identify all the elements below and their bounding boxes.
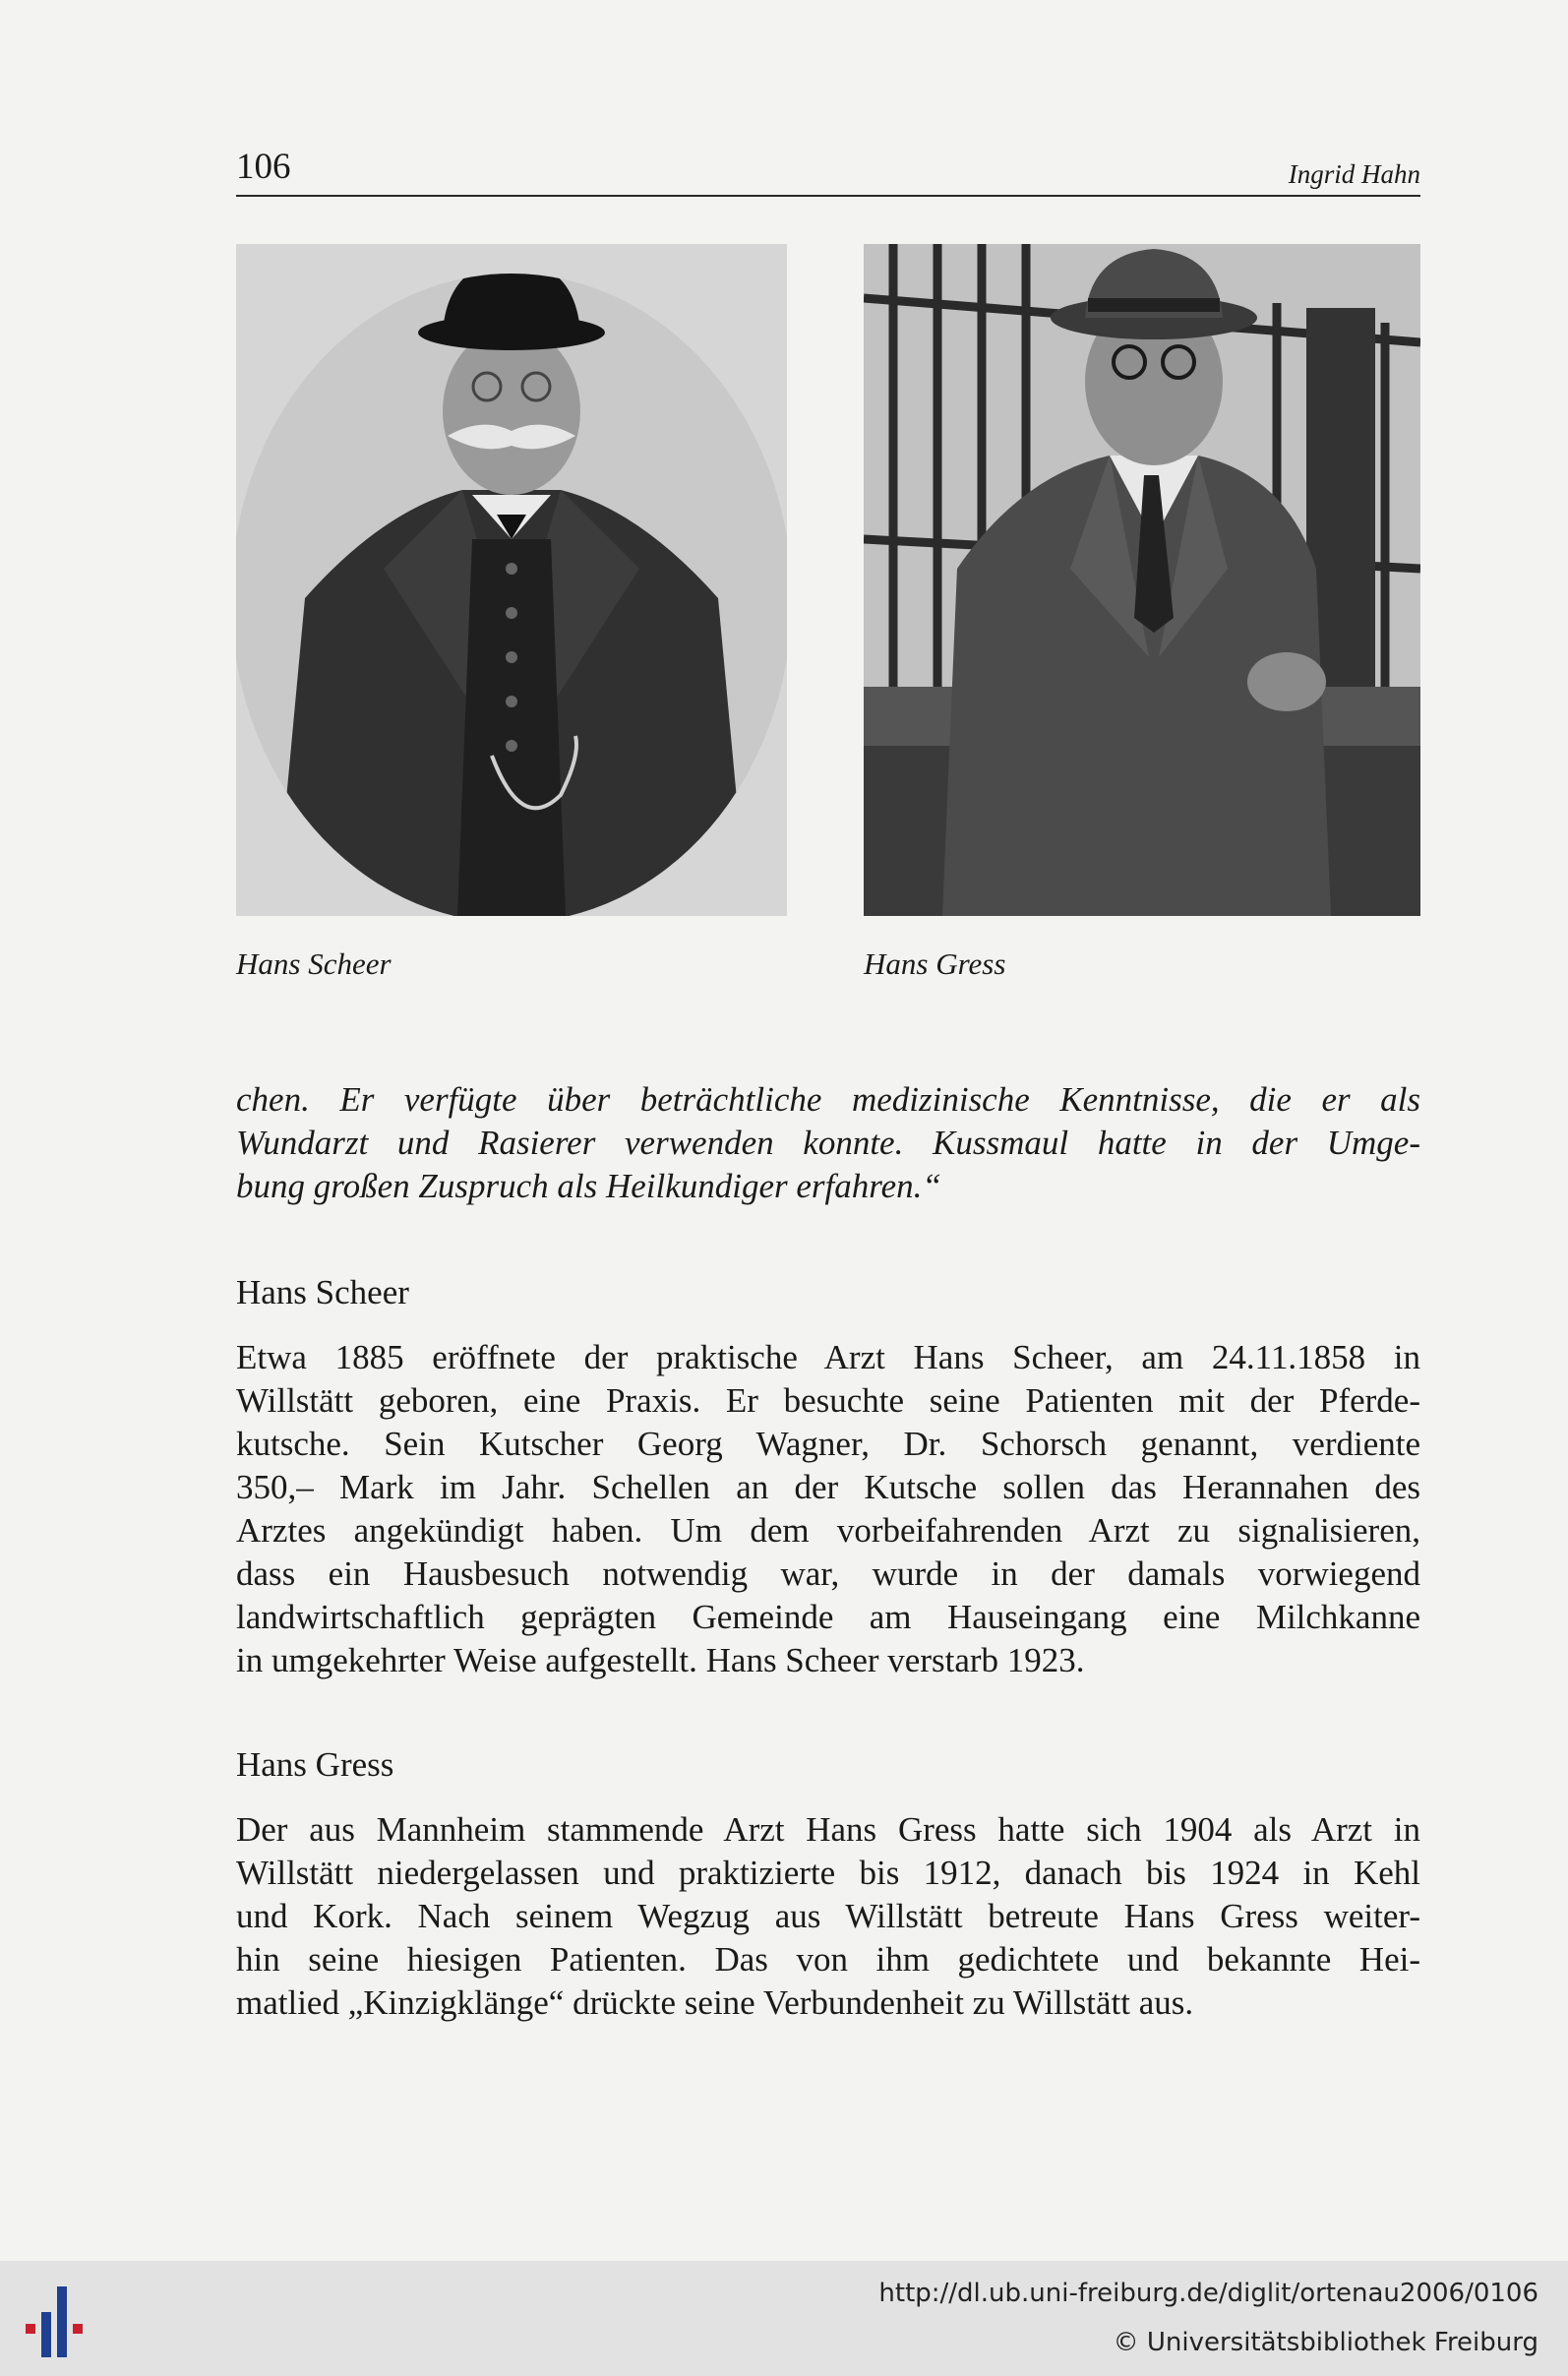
caption-hans-gress: Hans Gress [864,946,1006,981]
paragraph-line: Willstätt niedergelassen und praktizierte bis 1912, danach bis 1924 in Kehl [236,1854,1420,1892]
paragraph-line: matlied „Kinzigklänge“ drückte seine Verbundenheit zu Willstätt aus. [236,1983,1194,2022]
paragraph-line: kutsche. Sein Kutscher Georg Wagner, Dr. Schorsch genannt, verdiente [236,1425,1420,1463]
section-heading-gress: Hans Gress [236,1745,394,1784]
quote-line: bung großen Zuspruch als Heilkundiger erfahren.“ [236,1167,941,1205]
page-number: 106 [236,147,291,187]
paragraph-line: Willstätt geboren, eine Praxis. Er besuchte seine Patienten mit der Pferde- [236,1381,1420,1420]
footer-bar [0,2261,1568,2376]
paragraph-line: Etwa 1885 eröffnete der praktische Arzt Hans Scheer, am 24.11.1858 in [236,1338,1420,1376]
paragraph-line: hin seine hiesigen Patienten. Das von ihm gedichtete und bekannte Hei- [236,1940,1420,1979]
paragraph-line: Der aus Mannheim stammende Arzt Hans Gress hatte sich 1904 als Arzt in [236,1810,1420,1849]
quote-paragraph [236,1078,1420,1208]
portrait-scheer-image [236,244,787,916]
quote-line: chen. Er verfügte über beträchtliche medizinische Kenntnisse, die er als [236,1080,1420,1119]
copyright-notice: © Universitätsbibliothek Freiburg [1113,2328,1538,2357]
photo-hans-gress [864,244,1420,916]
ub-freiburg-logo-icon [20,2283,98,2361]
paragraph-line: dass ein Hausbesuch notwendig war, wurde in der damals vorwiegend [236,1554,1420,1593]
paragraph-line: 350,– Mark im Jahr. Schellen an der Kutsche sollen das Herannahen des [236,1468,1420,1506]
header-rule [236,195,1420,197]
paragraph-scheer [236,1336,1420,1682]
paragraph-gress [236,1808,1420,2025]
paragraph-line: landwirtschaftlich geprägten Gemeinde am Hauseingang eine Milchkanne [236,1598,1420,1636]
source-url-link[interactable]: http://dl.ub.uni-freiburg.de/diglit/ortenau2006/0106 [878,2279,1538,2308]
running-author: Ingrid Hahn [1288,159,1420,189]
portrait-gress-image [864,244,1420,916]
paragraph-line: und Kork. Nach seinem Wegzug aus Willstätt betreute Hans Gress weiter- [236,1897,1420,1935]
paragraph-line: in umgekehrter Weise aufgestellt. Hans Scheer verstarb 1923. [236,1641,1085,1679]
section-heading-scheer: Hans Scheer [236,1273,409,1311]
running-head [236,146,1420,197]
photo-hans-scheer [236,244,787,916]
quote-line: Wundarzt und Rasierer verwenden konnte. Kussmaul hatte in der Umge- [236,1124,1420,1162]
paragraph-line: Arztes angekündigt haben. Um dem vorbeifahrenden Arzt zu signalisieren, [236,1511,1420,1550]
caption-hans-scheer: Hans Scheer [236,946,392,981]
